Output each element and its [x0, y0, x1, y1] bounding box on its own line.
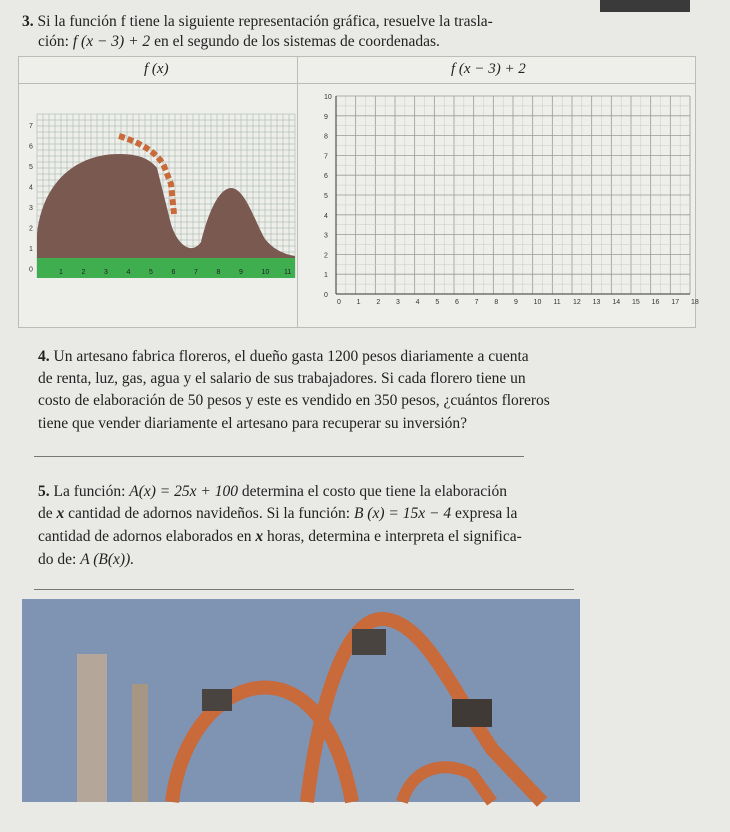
- page-header-bar: [600, 0, 690, 12]
- fx-x-label: 10: [261, 269, 270, 276]
- coaster-car-2: [352, 629, 386, 655]
- q3-line2-pre: ción:: [38, 33, 69, 50]
- q5-l3-var: x: [255, 528, 264, 545]
- fx-x-label: 3: [104, 269, 108, 276]
- x-tick-label: 16: [651, 299, 660, 306]
- q3-line1: [22, 12, 493, 32]
- q5-function-b: B (x) = 15x − 4: [353, 505, 452, 522]
- q5-number: 5.: [38, 483, 50, 500]
- tower-left: [77, 654, 107, 802]
- x-tick-label: 14: [612, 299, 621, 306]
- fx-y-label: 4: [29, 184, 33, 192]
- x-tick-label: 8: [494, 299, 499, 306]
- q3-line2: [38, 32, 440, 52]
- fx-x-label: 4: [126, 269, 131, 276]
- y-tick-label: 6: [324, 173, 328, 181]
- y-tick-label: 5: [324, 193, 328, 200]
- x-tick-label: 15: [632, 299, 640, 306]
- ground-strip: [37, 258, 295, 278]
- q5-line3: [38, 527, 522, 547]
- q5-line4: [38, 550, 134, 570]
- tower-mid: [132, 684, 148, 802]
- q5-l2-pre: de: [38, 505, 53, 522]
- q3-expression: f (x − 3) + 2: [72, 33, 151, 50]
- x-tick-label: 2: [376, 299, 381, 306]
- x-tick-label: 18: [691, 299, 699, 306]
- x-tick-label: 0: [337, 299, 341, 306]
- fx-y-label: 7: [29, 123, 33, 130]
- q4-text-1: Un artesano fabrica floreros, el dueño gasta 1200 pesos diariamente a cuenta: [53, 348, 529, 365]
- x-tick-label: 3: [396, 299, 400, 306]
- coaster-car-3: [452, 699, 492, 727]
- y-tick-label: 9: [324, 113, 328, 121]
- translation-grid-lines: [336, 96, 690, 294]
- fx-y-label: 5: [29, 164, 33, 171]
- x-tick-label: 5: [435, 299, 440, 306]
- q4-line1: [38, 347, 529, 367]
- q3-text-line1: Si la función f tiene la siguiente representación gráfica, resuelve la trasla-: [37, 13, 493, 30]
- x-tick-label: 9: [514, 299, 518, 306]
- q5-l1-post: determina el costo que tiene la elaboración: [241, 483, 507, 500]
- roller-coaster-photo: [22, 599, 580, 802]
- q5-l2-var: x: [56, 505, 65, 522]
- fx-y-label: 6: [29, 143, 33, 151]
- fx-x-label: 1: [59, 269, 63, 276]
- q4-text-4: tiene que vender diariamente el artesano para recuperar su inversión?: [38, 415, 468, 432]
- fx-x-label: 5: [149, 269, 153, 276]
- coaster-car-1: [202, 689, 232, 711]
- q5-l2-post: expresa la: [454, 505, 518, 522]
- fx-y-label: 1: [29, 246, 33, 253]
- fx-x-label: 11: [284, 269, 292, 276]
- q5-l1-pre: La función:: [53, 483, 126, 500]
- page-number-fragment: [372, 822, 394, 832]
- fx-x-label: 8: [216, 269, 221, 276]
- q5-line2: [38, 504, 517, 524]
- q5-l2-mid: cantidad de adornos navideños. Si la función:: [68, 505, 351, 522]
- y-tick-label: 3: [324, 232, 328, 240]
- q4-text-2: de renta, luz, gas, agua y el salario de sus trabajadores. Si cada florero tiene un: [38, 370, 526, 387]
- q5-composition: A (B(x)).: [80, 551, 135, 568]
- fx-y-label: 2: [29, 225, 33, 233]
- fx-x-label: 7: [194, 269, 198, 276]
- y-tick-label: 10: [324, 94, 332, 101]
- right-column-header: f (x − 3) + 2: [451, 61, 526, 77]
- translation-grid: [298, 84, 699, 327]
- q5-function-a: A(x) = 25x + 100: [129, 483, 238, 500]
- q5-line1: [38, 482, 507, 502]
- x-tick-label: 10: [533, 299, 542, 306]
- x-tick-label: 6: [455, 299, 459, 306]
- y-tick-label: 2: [324, 252, 328, 260]
- fx-y-label: 3: [29, 205, 33, 212]
- q3-line2-post: en el segundo de los sistemas de coordenadas.: [154, 33, 440, 50]
- left-column-header: f (x): [144, 61, 169, 77]
- q4-text-3: costo de elaboración de 50 pesos y este es vendido en 350 pesos, ¿cuántos floreros: [38, 392, 550, 409]
- x-tick-label: 1: [356, 299, 361, 306]
- y-tick-label: 1: [324, 272, 328, 280]
- y-tick-label: 7: [324, 153, 328, 161]
- q3-number: 3.: [22, 13, 34, 30]
- q5-l3-post: horas, determina e interpreta el significa-: [266, 528, 522, 545]
- y-tick-label: 0: [324, 292, 328, 299]
- q5-answer-line: [34, 589, 574, 590]
- x-tick-label: 17: [671, 299, 680, 306]
- fx-graph: [19, 84, 297, 327]
- x-tick-label: 7: [474, 299, 479, 306]
- fx-y-label: 0: [29, 266, 33, 274]
- x-tick-label: 12: [573, 299, 581, 306]
- fx-x-label: 2: [81, 269, 86, 276]
- graph-table: [18, 56, 699, 328]
- y-tick-label: 8: [324, 133, 328, 141]
- x-tick-label: 4: [415, 299, 420, 306]
- fx-x-label: 6: [171, 269, 176, 276]
- q5-l3-pre: cantidad de adornos elaborados en: [38, 528, 252, 545]
- q4-answer-line: [34, 456, 524, 457]
- fx-x-label: 9: [239, 269, 243, 276]
- x-tick-label: 13: [592, 299, 601, 306]
- q4-number: 4.: [38, 348, 50, 365]
- y-tick-label: 4: [324, 212, 328, 220]
- x-tick-label: 11: [553, 299, 561, 306]
- q5-l4-pre: do de:: [38, 551, 77, 568]
